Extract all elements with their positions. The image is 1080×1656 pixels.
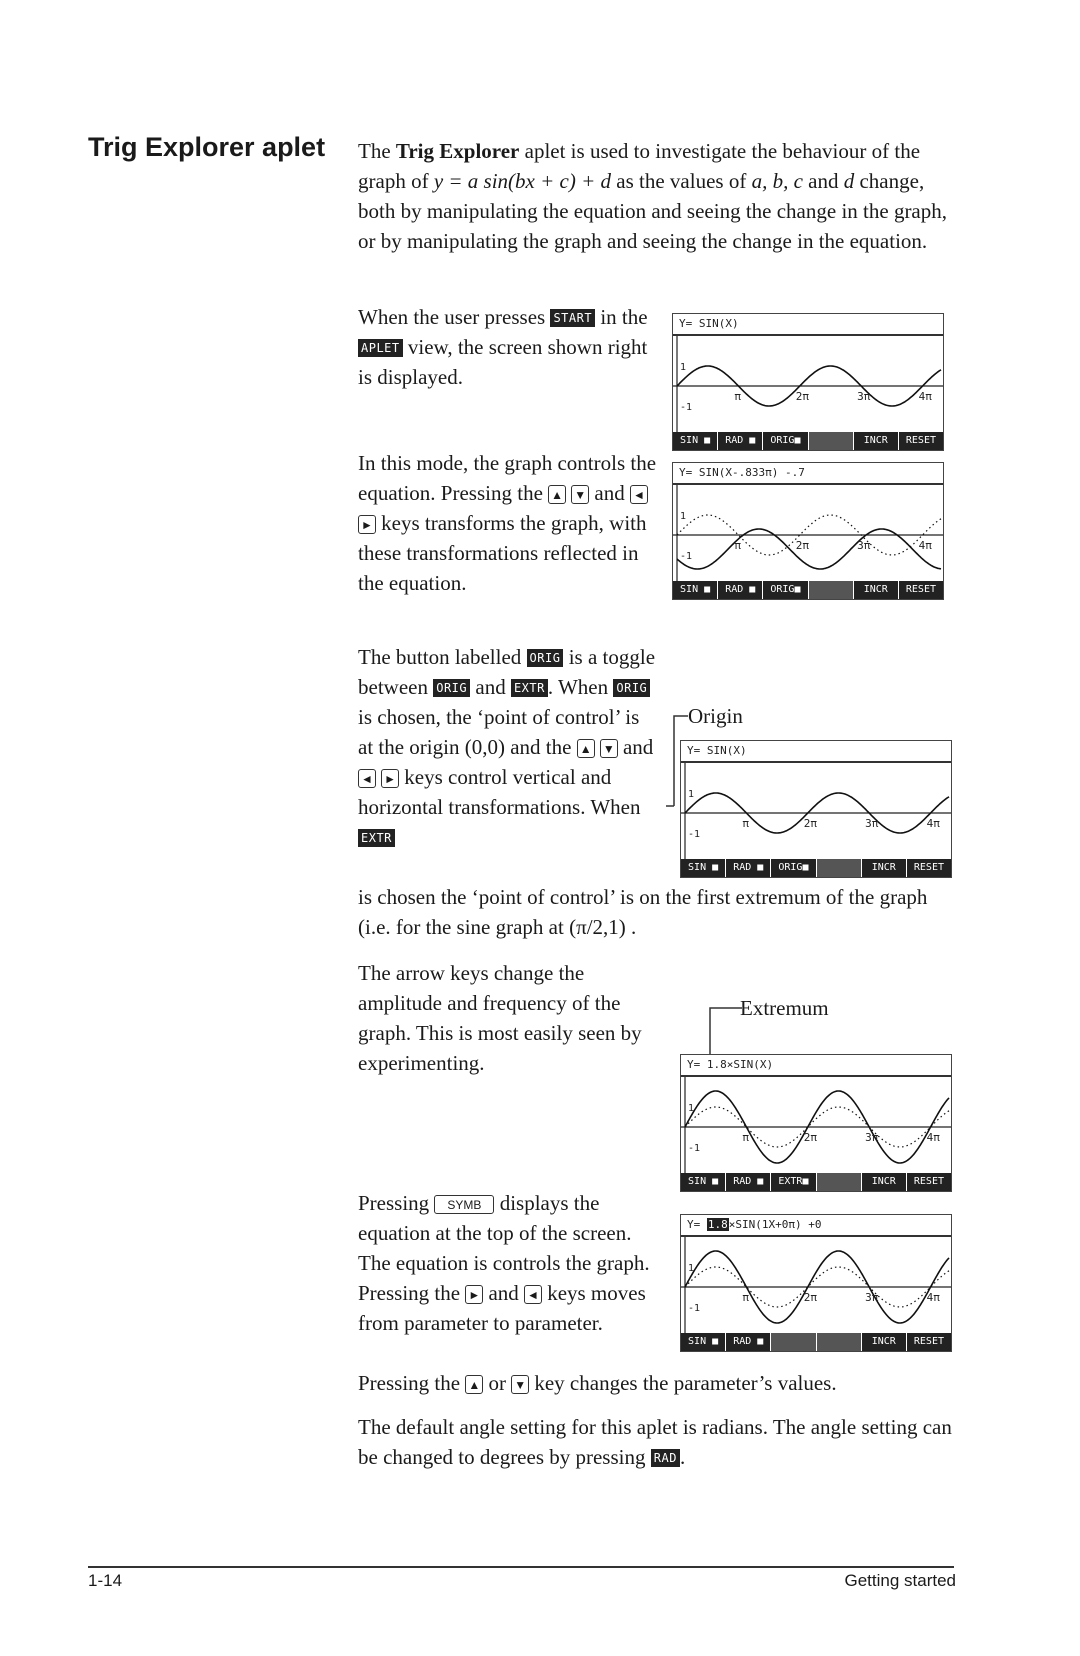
extremum-callout: Extremum (740, 996, 829, 1020)
mode-paragraph: In this mode, the graph controls the equation. Pressing the ▲ ▼ and ◄ ► keys transforms the graph, with these transformations reflected in the equation. (358, 451, 657, 595)
equation-display: Y= SIN(X) (679, 317, 739, 330)
right-arrow-key: ► (381, 769, 399, 788)
down-arrow-key: ▼ (600, 739, 618, 758)
menu-softkey: SIN ■ (681, 1333, 726, 1351)
x-tick-label: 2π (795, 539, 810, 552)
equation-display: Y= SIN(X-.833π) -.7 (679, 466, 805, 479)
menu-softkey (771, 1333, 816, 1351)
menu-softkey: SIN ■ (681, 859, 726, 877)
up-arrow-key: ▲ (548, 485, 566, 504)
menu-softkey: SIN ■ (681, 1173, 726, 1191)
menu-softkey: RESET (913, 862, 944, 873)
menu-softkey: RAD ■ (726, 1173, 771, 1191)
extr-softkey: EXTR (358, 829, 395, 847)
equation-display: Y= SIN(X) (687, 744, 747, 757)
menu-softkey (809, 432, 854, 450)
page-number: 1-14 (88, 1571, 123, 1590)
x-tick-label: π (734, 539, 742, 552)
menu-softkey: RAD ■ (718, 581, 763, 599)
sine-graph (681, 1215, 952, 1352)
menu-softkey: INCR (862, 859, 907, 877)
x-tick-label: 4π (926, 1291, 940, 1304)
menu-softkey: ORIG■ (771, 859, 816, 877)
menu-softkey: INCR (862, 1173, 907, 1191)
orig-softkey: ORIG (527, 649, 564, 667)
x-tick-label: 4π (926, 1131, 940, 1144)
x-tick-label: π (742, 1291, 750, 1304)
x-tick-label: 3π (865, 1291, 879, 1304)
origin-paragraph-continued: is chosen the ‘point of control’ is on the first extremum of the graph (i.e. for the sine graph at (π/2,1) . (358, 885, 928, 939)
y-tick-label: -1 (680, 551, 693, 562)
start-softkey: START (550, 309, 595, 327)
softkey-menu (681, 1333, 951, 1351)
menu-softkey: RESET (905, 584, 936, 595)
section-name: Getting started (844, 1571, 956, 1590)
y-tick-label: -1 (688, 1303, 701, 1314)
y-tick-label: -1 (680, 402, 693, 413)
sine-graph (673, 463, 944, 600)
up-arrow-key: ▲ (577, 739, 595, 758)
x-tick-label: π (742, 1131, 750, 1144)
left-arrow-key: ◄ (630, 485, 648, 504)
menu-softkey: RAD ■ (726, 859, 771, 877)
equation-display: Y= 1.8×SIN(1X+0π) +0 (687, 1218, 822, 1231)
highlighted-parameter: 1.8 (707, 1218, 728, 1231)
menu-softkey: RAD ■ (718, 432, 763, 450)
left-arrow-key: ◄ (358, 769, 376, 788)
y-tick-label: 1 (680, 362, 687, 373)
menu-softkey: RESET (913, 1336, 944, 1347)
menu-softkey: RESET (913, 1176, 944, 1187)
left-arrow-key: ◄ (524, 1285, 542, 1304)
calculator-screen-5 (680, 1214, 952, 1352)
menu-softkey: INCR (854, 581, 899, 599)
y-tick-label: 1 (688, 1263, 695, 1274)
softkey-menu (673, 581, 943, 599)
menu-softkey: EXTR■ (771, 1173, 816, 1191)
intro-paragraph: The Trig Explorer aplet is used to investigate the behaviour of the graph of y = a sin(bx + c) + d as the values of a, b, c and d change, both by manipulating the equation and seeing the change in the graph, or by manipulating the graph and seeing the change in the equation. (358, 139, 948, 253)
calculator-screen-3 (680, 740, 952, 878)
right-arrow-key: ► (465, 1285, 483, 1304)
down-arrow-key: ▼ (571, 485, 589, 504)
symb-key: SYMB (434, 1195, 494, 1214)
menu-softkey: ORIG■ (763, 581, 808, 599)
menu-softkey: RESET (905, 435, 936, 446)
aplet-softkey: APLET (358, 339, 403, 357)
x-tick-label: 2π (803, 817, 818, 830)
menu-softkey (817, 1173, 862, 1191)
y-tick-label: 1 (688, 1103, 695, 1114)
menu-softkey: INCR (854, 432, 899, 450)
x-tick-label: π (734, 390, 742, 403)
x-tick-label: 3π (857, 539, 871, 552)
menu-softkey: ORIG■ (763, 432, 808, 450)
start-paragraph: When the user presses START in the APLET view, the screen shown right is displayed. (358, 305, 648, 389)
y-tick-label: -1 (688, 1143, 701, 1154)
x-tick-label: 4π (918, 390, 932, 403)
right-arrow-key: ► (358, 515, 376, 534)
calculator-screen-1 (672, 313, 944, 451)
origin-callout: Origin (688, 704, 743, 728)
sine-graph (681, 1055, 952, 1192)
softkey-menu (681, 859, 951, 877)
footer-rule (88, 1566, 954, 1568)
origin-paragraph: The button labelled ORIG is a toggle between ORIG and EXTR . When ORIG is chosen, the ‘point of control’ is at the origin (0,0) and the ▲ ▼ and ◄ ► keys control vertical and horizontal transformations. When EXTR (358, 645, 656, 845)
extr-softkey: EXTR (511, 679, 548, 697)
menu-softkey: SIN ■ (673, 432, 718, 450)
y-tick-label: 1 (680, 511, 687, 522)
x-tick-label: 3π (865, 817, 879, 830)
symb-paragraph-continued: Pressing the ▲ or ▼ key changes the parameter’s values. (358, 1371, 837, 1395)
up-arrow-key: ▲ (465, 1375, 483, 1394)
x-tick-label: 2π (795, 390, 810, 403)
x-tick-label: 4π (926, 817, 940, 830)
menu-softkey: RAD ■ (726, 1333, 771, 1351)
rad-softkey: RAD (651, 1449, 680, 1467)
y-tick-label: 1 (688, 789, 695, 800)
x-tick-label: 2π (803, 1291, 818, 1304)
x-tick-label: 3π (865, 1131, 879, 1144)
menu-softkey (817, 1333, 862, 1351)
equation-display: Y= 1.8×SIN(X) (687, 1058, 774, 1071)
softkey-menu (673, 432, 943, 450)
symb-paragraph: Pressing SYMB displays the equation at the top of the screen. The equation is controls the graph. Pressing the ► and ◄ keys moves from parameter to parameter. (358, 1191, 650, 1335)
calculator-screen-2 (672, 462, 944, 600)
x-tick-label: 4π (918, 539, 932, 552)
menu-softkey: SIN ■ (673, 581, 718, 599)
down-arrow-key: ▼ (511, 1375, 529, 1394)
x-tick-label: 3π (857, 390, 871, 403)
arrow-keys-paragraph: The arrow keys change the amplitude and frequency of the graph. This is most easily seen by experimenting. (358, 961, 642, 1075)
sine-graph (673, 314, 944, 451)
x-tick-label: 2π (803, 1131, 818, 1144)
angle-paragraph: The default angle setting for this aplet is radians. The angle setting can be changed to degrees by pressing RAD . (358, 1415, 952, 1469)
y-tick-label: -1 (688, 829, 701, 840)
sine-graph (681, 741, 952, 878)
orig-softkey: ORIG (613, 679, 650, 697)
menu-softkey (817, 859, 862, 877)
calculator-screen-4 (680, 1054, 952, 1192)
softkey-menu (681, 1173, 951, 1191)
menu-softkey (809, 581, 854, 599)
section-heading: Trig Explorer aplet (88, 132, 326, 162)
x-tick-label: π (742, 817, 750, 830)
orig-softkey: ORIG (433, 679, 470, 697)
menu-softkey: INCR (862, 1333, 907, 1351)
